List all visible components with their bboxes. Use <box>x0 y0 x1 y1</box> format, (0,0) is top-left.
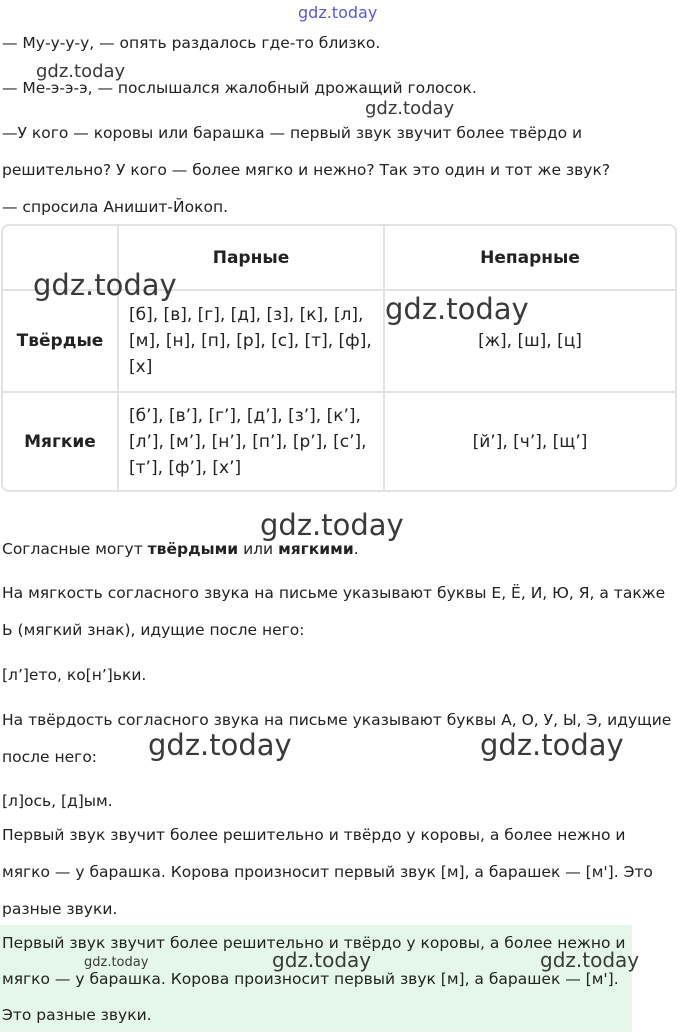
rule-prefix: Согласные могут <box>2 540 148 558</box>
dialogue-line: — Ме-э-э-э, — послышался жалобный дрожащий голосок. <box>2 79 477 97</box>
watermark: gdz.today <box>260 508 404 542</box>
watermark: gdz.today <box>84 955 149 970</box>
rule-hard: твёрдыми <box>147 540 239 558</box>
row-label-hard: Твёрдые <box>3 290 118 392</box>
row-label-soft: Мягкие <box>3 392 118 490</box>
explanation: Первый звук звучит более решительно и твёрдо у коровы, а более нежно и мягко — у барашка. Корова произносит первый звук [м], а барашек — [м']. Это разные звуки. <box>2 826 653 918</box>
watermark: gdz.today <box>36 61 126 82</box>
table-header-empty <box>3 226 118 290</box>
rule-text <box>2 531 678 568</box>
answer-text: Первый звук звучит более решительно и твёрдо у коровы, а более нежно и мягко — у барашка. Корова произносит первый звук [м], а барашек — [м']. Это разные звуки. <box>2 934 626 1024</box>
watermark: gdz.today <box>33 268 177 302</box>
table-header-unpaired: Непарные <box>384 226 675 290</box>
consonant-table <box>1 224 677 492</box>
rule-end: . <box>353 540 359 558</box>
table-header-paired: Парные <box>118 226 384 290</box>
hard-unpaired-sounds: [ж], [ш], [ц] <box>384 290 675 392</box>
watermark: gdz.today <box>480 728 624 762</box>
watermark: gdz.today <box>148 728 292 762</box>
watermark: gdz.today <box>385 292 529 326</box>
dialogue-question: —У кого — коровы или барашка — первый звук звучит более твёрдо и решительно? У кого — более мягко и нежно? Так это один и тот же звук? — спросила Анишит-Йокоп. <box>2 124 611 216</box>
hard-paired-sounds: [б], [в], [г], [д], [з], [к], [л], [м], [н], [п], [р], [с], [т], [ф], [х] <box>118 290 384 392</box>
rule-soft: мягкими <box>278 540 354 558</box>
hardness-example: [л]ось, [д]ым. <box>2 792 113 810</box>
soft-paired-sounds: [б’], [в’], [г’], [д’], [з’], [к’], [л’], [м’], [н’], [п’], [р’], [с’], [т’], [ф’], [х’] <box>118 392 384 490</box>
table-row <box>3 392 675 490</box>
hardness-text: На твёрдость согласного звука на письме указывают буквы А, О, У, Ы, Э, идущие после него: <box>2 711 672 766</box>
watermark: gdz.today <box>298 3 378 22</box>
softness-example: [л’]ето, ко[н’]ьки. <box>2 666 147 684</box>
soft-unpaired-sounds: [й’], [ч’], [щ’] <box>384 392 675 490</box>
softness-text: На мягкость согласного звука на письме указывают буквы Е, Ё, И, Ю, Я, а также Ь (мягкий знак), идущие после него: <box>2 584 666 639</box>
watermark: gdz.today <box>272 948 372 972</box>
table-row <box>3 290 675 392</box>
dialogue-line: — Му-у-у-у, — опять раздалось где-то близко. <box>2 34 381 52</box>
rule-middle: или <box>238 540 279 558</box>
table-header-row <box>3 226 675 290</box>
watermark: gdz.today <box>540 948 640 972</box>
watermark: gdz.today <box>365 98 455 119</box>
